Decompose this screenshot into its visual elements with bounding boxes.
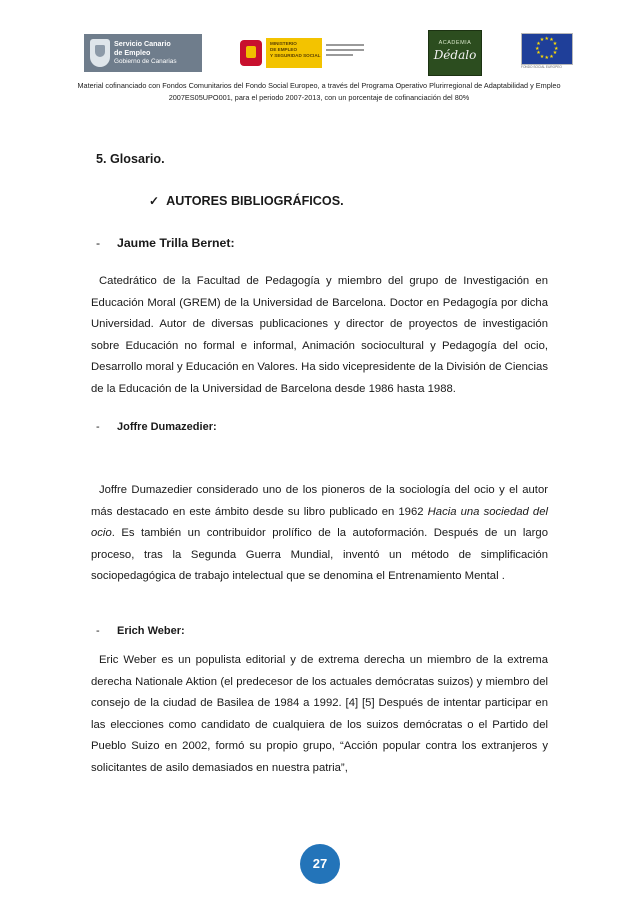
eu-star-icon: ★ xyxy=(539,53,545,60)
author-name: Jaume Trilla Bernet: xyxy=(117,236,235,250)
checkmark-icon: ✓ xyxy=(149,194,160,208)
author-heading-dumazedier xyxy=(96,421,217,433)
secretaria-text-lines xyxy=(326,44,364,62)
logo-bar xyxy=(0,30,638,76)
bio-text: . Es también un contribuidor prolífico de la autoformación. Después de un largo proceso, tras la Segunda Guerra Mundial, inventó un método de simplificación sociopedagógica de trabajo intelectual que se denomina el Entrenamiento Mental . xyxy=(91,527,548,582)
author-name: Joffre Dumazedier: xyxy=(117,421,217,433)
subsection-title-row xyxy=(149,194,344,208)
eu-star-icon: ★ xyxy=(536,50,541,57)
eu-star-icon: ★ xyxy=(536,40,541,47)
subsection-title: AUTORES BIBLIOGRÁFICOS. xyxy=(166,194,344,208)
list-dash: - xyxy=(96,421,100,433)
eu-star-icon: ★ xyxy=(554,45,559,52)
canario-logo-line3: Gobierno de Canarias xyxy=(114,58,177,65)
author-heading-weber xyxy=(96,625,185,637)
eu-star-icon: ★ xyxy=(549,53,554,60)
author-bio-weber: Eric Weber es un populista editorial y de extrema derecha un miembro de la extrema derecha Nationale Aktion (el predecesor de los actuales demócratas suizos) y miembro del consejo de la ciudad de Basilea de 1984 a 1992. [4] [5] Después de intentar participar en las elecciones como candidato de cualquiera de los suizos demócratas o el Partido del Pueblo Suizo en 2002, formó su propio grupo, “Acción popular contra los extranjeros y solicitantes de asilo demasiados en nuestra patria”, xyxy=(91,654,548,774)
cofinancing-note: Material cofinanciado con Fondos Comunitarios del Fondo Social Europeo, a través del Programa Operativo Plurirregional de Adaptabilidad y Empleo 2007ES05UPO001, para el periodo 2007-2013, con un porcentaje de cofinanciación del 80% xyxy=(77,81,561,102)
author-bio-trilla: Catedrático de la Facultad de Pedagogía y miembro del grupo de Investigación en Educación Moral (GREM) de la Universidad de Barcelona. Doctor en Pedagogía por dicha Universidad. Autor de diversas publicaciones y director de proyectos de investigación sobre Educación no formal e informal, Animación sociocultural y Pedagogía del ocio, Desarrollo moral y Educación en Valores. Ha sido vicepresidente de la División de Ciencias de la Educación de la Universidad de Barcelona desde 1986 hasta 1988. xyxy=(91,275,548,395)
author-bio-dumazedier xyxy=(91,480,548,588)
eu-logo-caption: FONDO SOCIAL EUROPEO xyxy=(521,65,562,69)
canario-logo-line2: de Empleo xyxy=(114,48,151,57)
servicio-canario-logo xyxy=(84,34,202,72)
eu-logo xyxy=(521,33,573,73)
ministerio-logo-line1: MINISTERIO xyxy=(270,41,297,46)
dedalo-logo-line2: Dédalo xyxy=(433,48,477,62)
ministerio-logo-line3: Y SEGURIDAD SOCIAL xyxy=(270,53,321,58)
list-dash: - xyxy=(96,625,100,637)
canario-logo-line1: Servicio Canario xyxy=(114,39,171,48)
eu-star-icon: ★ xyxy=(549,37,554,44)
author-heading-trilla xyxy=(96,236,235,250)
eu-star-icon: ★ xyxy=(552,40,558,47)
dedalo-logo-line1: ACADEMIA xyxy=(438,40,472,46)
spain-crest-icon xyxy=(240,40,262,66)
section-title: 5. Glosario. xyxy=(96,152,165,166)
book-title: Hacia una sociedad del ocio xyxy=(91,505,548,539)
eu-star-icon: ★ xyxy=(535,45,540,52)
ministerio-logo-line2: DE EMPLEO xyxy=(270,47,298,52)
page-number-badge: 27 xyxy=(300,844,340,884)
eu-flag-icon xyxy=(521,33,573,65)
author-name: Erich Weber: xyxy=(117,625,185,637)
eu-star-icon: ★ xyxy=(544,36,549,42)
eu-star-icon: ★ xyxy=(552,50,558,57)
academia-dedalo-logo xyxy=(428,30,482,76)
list-dash: - xyxy=(96,236,101,250)
eu-star-icon: ★ xyxy=(544,55,549,61)
ministerio-empleo-logo xyxy=(236,34,368,72)
bio-text: Joffre Dumazedier considerado uno de los pioneros de la sociología del ocio y el autor más destacado en este ámbito desde su libro publicado en 1962 xyxy=(91,484,548,518)
eu-star-icon: ★ xyxy=(539,37,545,44)
shield-icon xyxy=(90,39,110,67)
